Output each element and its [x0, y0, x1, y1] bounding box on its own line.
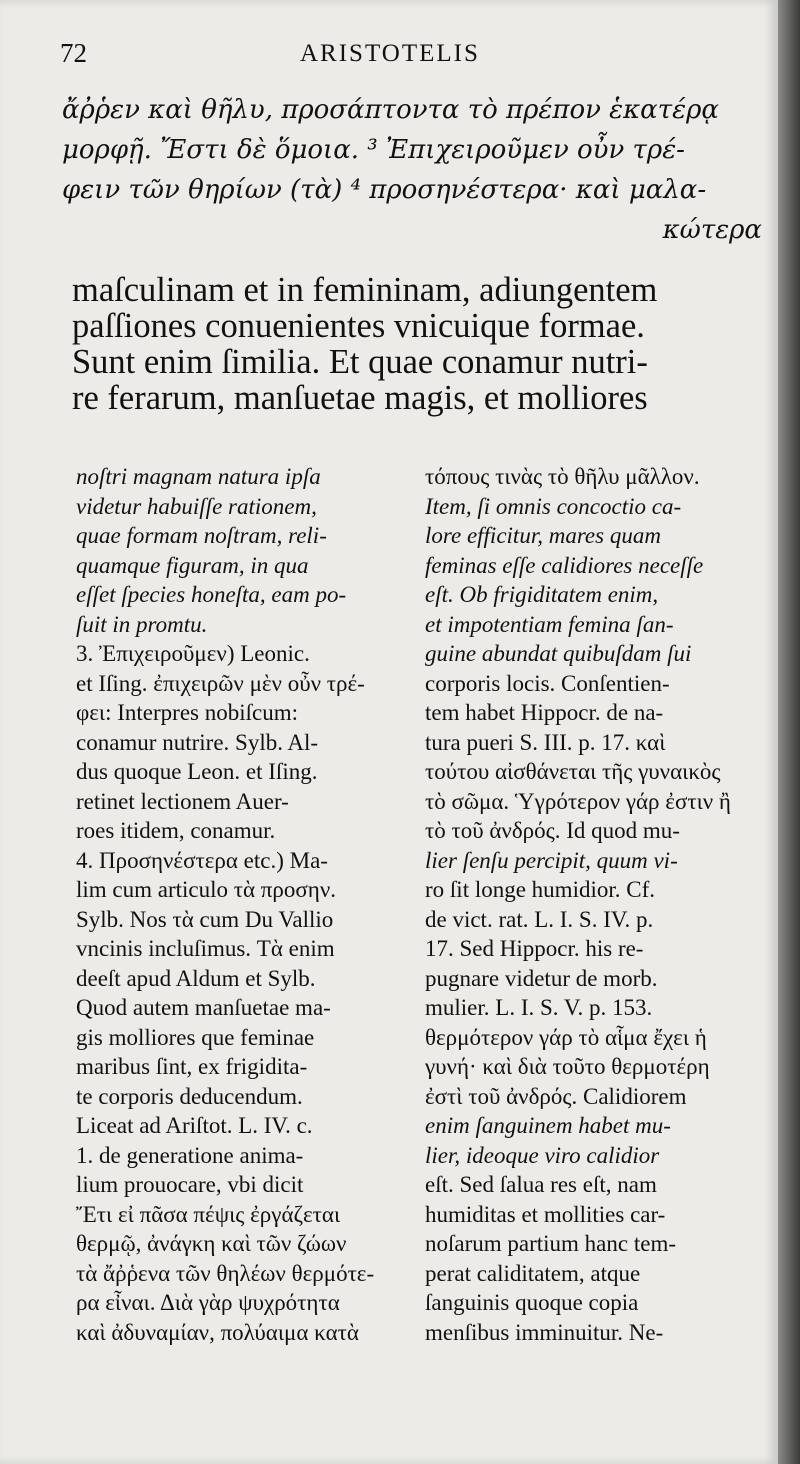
note-line: guine abundat quibuſdam ſui: [425, 641, 692, 666]
note-line: tem habet Hippocr. de na-: [425, 700, 664, 725]
running-head: ARISTOTELIS: [300, 40, 480, 67]
note-line: noſarum partium hanc tem-: [425, 1231, 677, 1256]
note-line: τούτου αἰσθάνεται τῆς γυναικὸς: [425, 759, 721, 784]
greek-line: φειν τῶν θηρίων (τὰ) ⁴ προσηνέστερα· καὶ μαλα-: [62, 175, 707, 205]
note-line: Ἔτι εἰ πᾶσα πέψις ἐργάζεται: [76, 1201, 341, 1227]
note-line: dus quoque Leon. et Iſing.: [76, 759, 318, 784]
greek-line: κώτερα: [662, 215, 762, 245]
note-line: ro ſit longe humidior. Cf.: [425, 877, 655, 902]
note-line: eſt. Sed ſalua res eſt, nam: [425, 1172, 657, 1197]
note-line: deeſt apud Aldum et Sylb.: [76, 965, 316, 991]
page-number: 72: [60, 38, 87, 68]
note-line: et Iſing. ἐπιχειρῶν μὲν οὖν τρέ-: [76, 670, 365, 696]
note-line: 4. Προσηνέστερα etc.) Ma-: [76, 847, 328, 873]
notes-right-column: [425, 462, 760, 1347]
latin-line: Sunt enim ſimilia. Et quae conamur nutri-: [72, 343, 648, 381]
note-line: roes itidem, conamur.: [76, 818, 276, 843]
note-line: lore efficitur, mares quam: [425, 523, 661, 548]
note-line: eſſet ſpecies honeſta, eam po-: [76, 582, 347, 607]
latin-line: paſſiones conuenientes vnicuique formae.: [72, 307, 645, 345]
note-line: Quod autem manſuetae ma-: [76, 995, 331, 1020]
latin-translation: [72, 272, 752, 416]
note-line: de vict. rat. L. I. S. IV. p.: [425, 906, 654, 932]
note-line: feminas eſſe calidiores neceſſe: [425, 552, 704, 578]
greek-main-text: [62, 90, 762, 250]
note-line: te corporis deducendum.: [76, 1083, 303, 1109]
note-line: noſtri magnam natura ipſa: [76, 464, 321, 489]
note-line: τὸ σῶμα. Ὑγρότερον γάρ ἐστιν ἢ: [425, 788, 731, 814]
note-line: humiditas et mollities car-: [425, 1201, 666, 1227]
note-line: mulier. L. I. S. V. p. 153.: [425, 995, 653, 1020]
note-line: lium prouocare, vbi dicit: [76, 1172, 304, 1197]
note-line: vncinis incluſimus. Τὰ enim: [76, 936, 335, 961]
note-line: enim ſanguinem habet mu-: [425, 1113, 671, 1138]
note-line: 17. Sed Hippocr. his re-: [425, 936, 644, 961]
note-line: pugnare videtur de morb.: [425, 965, 658, 991]
note-line: 3. Ἐπιχειροῦμεν) Leonic.: [76, 641, 310, 666]
note-line: τὰ ἄῤῥενα τῶν θηλέων θερμότε-: [76, 1260, 375, 1286]
note-line: tura pueri S. III. p. 17. καὶ: [425, 729, 666, 755]
page-edge-shadow: [778, 0, 800, 1464]
note-line: et impotentiam femina ſan-: [425, 611, 674, 637]
note-line: γυνή· καὶ διὰ τοῦτο θερμοτέρη: [425, 1054, 710, 1079]
note-line: lier ſenſu percipit, quum vi-: [425, 847, 678, 873]
note-line: θερμότερον γάρ τὸ αἷμα ἔχει ἡ: [425, 1024, 707, 1050]
note-line: perat caliditatem, atque: [425, 1260, 641, 1286]
note-line: θερμῷ, ἀνάγκη καὶ τῶν ζώων: [76, 1231, 347, 1256]
note-line: ἐστὶ τοῦ ἀνδρός. Calidiorem: [425, 1083, 687, 1109]
note-line: retinet lectionem Auer-: [76, 788, 289, 814]
note-line: τὸ τοῦ ἀνδρός. Id quod mu-: [425, 818, 680, 843]
note-line: conamur nutrire. Sylb. Al-: [76, 729, 319, 755]
note-line: τόπους τινὰς τὸ θῆλυ μᾶλλον.: [425, 464, 700, 489]
note-line: corporis locis. Conſentien-: [425, 670, 670, 696]
note-line: maribus ſint, ex frigidita-: [76, 1054, 308, 1079]
note-line: ſuit in promtu.: [76, 611, 208, 637]
note-line: quamque figuram, in qua: [76, 552, 309, 578]
notes-left-column: [76, 462, 411, 1347]
note-line: lim cum articulo τὰ προσην.: [76, 877, 336, 902]
greek-line: ἄῤῥεν καὶ θῆλυ, προσάπτοντα τὸ πρέπον ἑκατέρᾳ: [62, 95, 719, 125]
page-header: [60, 38, 760, 78]
note-line: Item, ſi omnis concoctio ca-: [425, 493, 682, 519]
note-line: gis molliores que feminae: [76, 1024, 315, 1050]
note-line: ρα εἶναι. Διὰ γὰρ ψυχρότητα: [76, 1290, 340, 1315]
note-line: 1. de generatione anima-: [76, 1142, 304, 1168]
note-line: menſibus imminuitur. Ne-: [425, 1319, 664, 1345]
note-line: φει: Interpres nobiſcum:: [76, 700, 299, 725]
note-line: lier, ideoque viro calidior: [425, 1142, 660, 1168]
latin-line: maſculinam et in femininam, adiungentem: [72, 271, 658, 309]
note-line: eſt. Ob frigiditatem enim,: [425, 582, 659, 607]
note-line: ſanguinis quoque copia: [425, 1290, 639, 1315]
latin-line: re ferarum, manſuetae magis, et molliores: [72, 379, 648, 417]
note-line: Sylb. Nos τὰ cum Du Vallio: [76, 906, 334, 932]
note-line: quae formam noſtram, reli-: [76, 523, 327, 548]
note-line: videtur habuiſſe rationem,: [76, 493, 317, 519]
note-line: Liceat ad Ariſtot. L. IV. c.: [76, 1113, 313, 1138]
greek-line: μορφῇ. Ἔστι δὲ ὅμοια. ³ Ἐπιχειροῦμεν οὖν τρέ-: [62, 135, 685, 165]
note-line: καὶ ἀδυναμίαν, πολύαιμα κατὰ: [76, 1319, 359, 1345]
